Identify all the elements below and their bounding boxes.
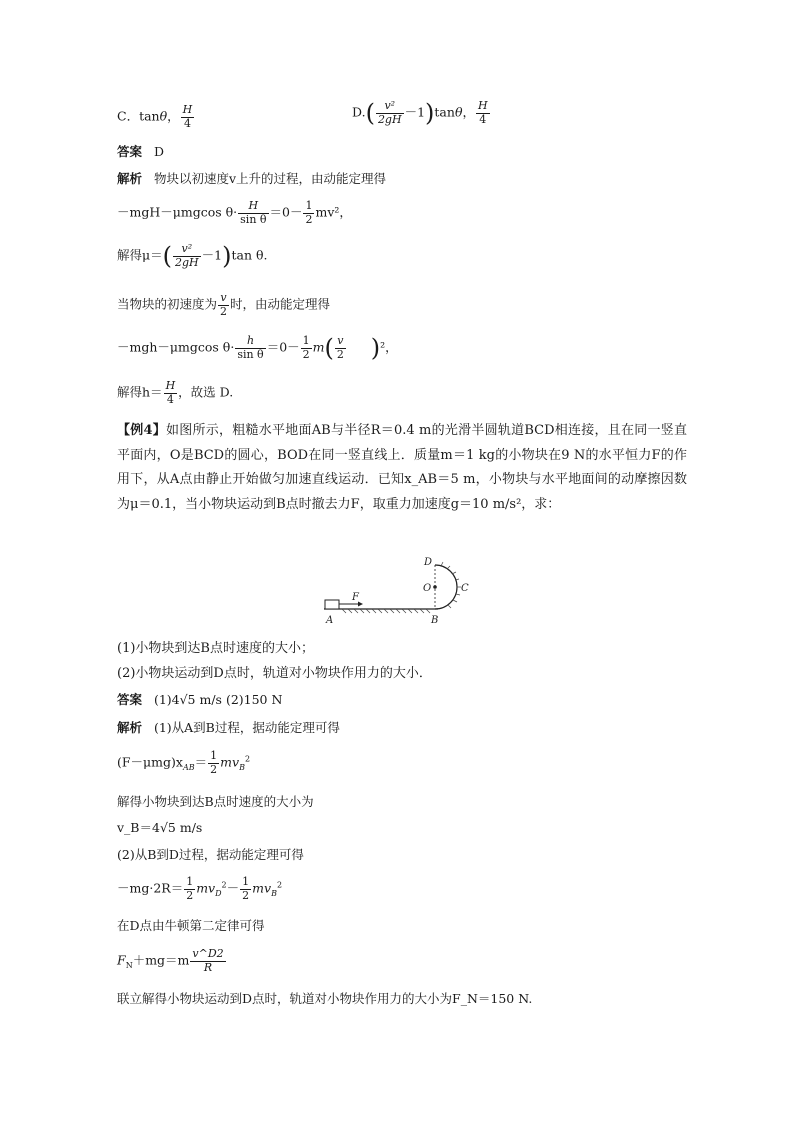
solution-1-intro: 解析 物块以初速度v上升的过程，由动能定理得 — [117, 171, 387, 186]
solution-2-line-2: 解得小物块到达B点时速度的大小为 — [117, 794, 314, 809]
fraction-v2-over-2gH: $\frac{\text{v²}}{2gH}$ — [377, 99, 402, 126]
question-2: (2)小物块运动到D点时，轨道对小物块作用力的大小． — [117, 666, 432, 681]
label-c: C — [461, 583, 469, 594]
equation-h: 解得h＝ $\frac{H}{4}$ ，故选 D. — [117, 379, 234, 406]
label-o: O — [423, 583, 432, 594]
answer-2: 答案 (1)4√5 m/s (2)150 N — [117, 692, 283, 707]
center-point — [433, 585, 437, 589]
equation-newton-d: $F_N+mg=m$ $\frac{v\^{}D2}{R}$ — [117, 947, 224, 974]
half-velocity-line: 当物块的初速度为 $\frac{v}{2}$ 时，由动能定理得 — [117, 291, 331, 318]
fraction-h-over-4: $\frac{H}{4}$ — [182, 103, 193, 130]
question-1: (1)小物块到达B点时速度的大小； — [117, 641, 314, 656]
answer-1: 答案 D — [117, 144, 164, 159]
equation-work-energy-ab: $(F-\mu mg)x_{AB}=$ $\frac{1}{2}$ $mv_B^2$ — [117, 749, 251, 776]
solution-2-line-1: 解析 (1)从A到B过程，据动能定理可得 — [117, 720, 340, 735]
track-diagram — [320, 557, 480, 632]
example-4-problem: 【例4】如图所示，粗糙水平地面AB与半径R＝0.4 m的光滑半圆轨道BCD相连接，且在同一竖直平面内，O是BCD的圆心，BOD在同一竖直线上．质量m＝1 kg的小物块在9 N的水平恒力F的作用下，从A点由静止开始做匀加速直线运动．已知x_AB＝5 m，小物块与水平地面间的动摩擦因数为μ＝0.1，当小物块运动到B点时撤去力F，取重力加速度g＝10 m/s²，求： — [117, 423, 688, 512]
track-hatch — [441, 562, 461, 608]
equation-energy-2: －mgh－μmgcos θ· $\frac{h}{\text{sin θ}}$ ＝0－ $\frac{1}{2}$ m( $\frac{v}{2}$ )²， — [117, 334, 398, 363]
final-result: 联立解得小物块运动到D点时，轨道对小物块作用力的大小为F_N＝150 N. — [117, 991, 533, 1006]
fraction-h-over-4: $\frac{H}{4}$ — [477, 99, 488, 126]
equation-mu: 解得μ＝( $\frac{\text{v²}}{2gH}$ －1)tan θ. — [117, 242, 268, 271]
velocity-b-result: v_B＝4√5 m/s — [117, 820, 203, 835]
label-d: D — [424, 557, 433, 568]
option-c: C．tanθ， $\frac{H}{4}$ — [117, 103, 193, 130]
solution-2-line-3: (2)从B到D过程，据动能定理可得 — [117, 847, 304, 862]
semicircle-track — [435, 565, 457, 609]
block — [325, 600, 339, 609]
solution-2-line-4: 在D点由牛顿第二定律可得 — [117, 918, 265, 933]
equation-work-energy-bd: －mg·2R＝ $\frac{1}{2}$ $mv_D^2-$ $\frac{1}{2}$ $mv_B^2$ — [117, 875, 283, 902]
equation-energy-1: －mgH－μmgcos θ· $\frac{H}{\text{sin θ}}$ ＝0－ $\frac{1}{2}$ mv²， — [117, 199, 352, 226]
label-f: F — [352, 592, 359, 603]
label-b: B — [431, 615, 439, 626]
option-d: D.( $\frac{\text{v²}}{2gH}$ －1)tanθ， $\frac{H}{4}$ — [352, 99, 488, 128]
label-a: A — [326, 615, 334, 626]
